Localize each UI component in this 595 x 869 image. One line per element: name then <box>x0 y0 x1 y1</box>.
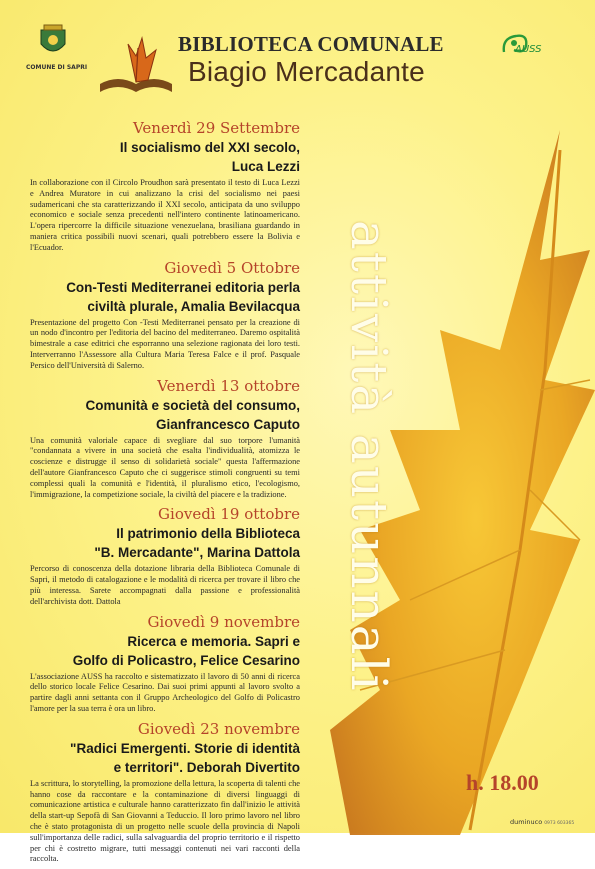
event-date: Giovedì 23 novembre <box>137 719 300 738</box>
event-title-line: e territori". Deborah Divertito <box>113 759 300 775</box>
municipal-crest-icon <box>38 24 68 58</box>
event-title-line: Luca Lezzi <box>231 159 300 174</box>
event-item <box>30 258 300 372</box>
event-title-line: Gianfrancesco Caputo <box>155 416 300 432</box>
partner-logo-text: AUSS <box>515 44 542 55</box>
event-description: Percorso di conoscenza della dotazione libraria della Biblioteca Comunale di Sapri, il metodo di catalogazione e le modalità di ricerca per trovare il libro che più interessa. Sarete accompagnati dalla passione e professionalità dell'archivista dott. Dattola <box>30 564 300 606</box>
event-item <box>30 504 300 607</box>
event-title-line: Comunità e società del consumo, <box>85 397 300 413</box>
event-date: Giovedì 9 novembre <box>147 612 300 631</box>
event-title-line: "Radici Emergenti. Storie di identità <box>70 740 300 756</box>
event-time: h. 18.00 <box>466 770 539 795</box>
library-title: BIBLIOTECA COMUNALE <box>178 32 444 56</box>
event-title-line: civiltà plurale, Amalia Bevilacqua <box>87 298 300 314</box>
event-item <box>30 719 300 865</box>
municipality-label: COMUNE DI SAPRI <box>26 64 88 71</box>
event-title-line: Golfo di Policastro, Felice Cesarino <box>72 652 300 668</box>
library-name: Biagio Mercadante <box>188 56 425 87</box>
event-item <box>30 376 300 501</box>
event-date: Venerdì 13 ottobre <box>157 376 300 395</box>
event-date: Giovedì 5 Ottobre <box>164 258 300 277</box>
event-description: L'associazione AUSS ha raccolto e sistematizzato il lavoro di 50 anni di ricerca dello storico locale Felice Cesarino. Dai suoi primi appunti al lavoro svolto a partire dagli anni settanta con il Gruppo Archeologico del Golfo di Policastro l'amore per la sua terra è ora un libro. <box>30 671 300 713</box>
event-item <box>30 612 300 715</box>
events-list <box>30 118 300 869</box>
event-title-line: "B. Mercadante", Marina Dattola <box>94 545 300 561</box>
event-date: Giovedì 19 ottobre <box>158 505 300 524</box>
header <box>0 0 595 112</box>
event-description: La scrittura, lo storytelling, la promozione della lettura, la scoperta di talenti che hanno cose da raccontare e la contaminazione di diversi linguaggi di comunicazione artistica e culturale hanno caratterizzato fin dall'inizio le attività della start-up Sepofà di San Giovanni a Teduccio. Il loro primo lavoro nel libro che è stato protagonista di un progetto nelle scuole della provincia di Napoli sull'importanza delle radici, sulla salvaguardia del proprio territorio e il rispetto per chi è costretto migrare, tutti messaggi contenuti nei vari racconti della raccolta. <box>30 778 300 864</box>
event-title-line: Ricerca e memoria. Sapri e <box>127 633 300 649</box>
event-description: Una comunità valoriale capace di svegliare dal suo torpore l'umanità "condannata a vivere in una società che esalta l'individualità, atomizza le coscienze e distrugge il senso di solidarietà sociale" questa l'affermazione dell'autore Gianfrancesco Caputo che ci suggerisce stimoli congruenti su temi complessi quali la comunità e l'identità, il pluralismo etico, l'ecologismo, l'immigrazione, la competizione sociale, la civiltà del piacere e la tradizione. <box>30 435 300 499</box>
book-leaf-logo <box>98 34 174 96</box>
event-item <box>30 118 300 254</box>
event-title-line: Il socialismo del XXI secolo, <box>119 140 300 155</box>
printer-name: duminuco <box>510 818 543 826</box>
vertical-title: attività autunnali <box>340 220 398 693</box>
event-title-line: Con-Testi Mediterranei editoria perla <box>66 279 300 295</box>
event-description: Presentazione del progetto Con -Testi Mediterranei pensato per la creazione di un nodo d'incontro per l'editoria del bacino del mediterraneo. Daremo ospitalità bimestrale a case editrici che esporranno una selezione ragionata dei loro testi. Interverranno l'Assessore alla Cultura Maria Teresa Falce e il prof. Pasquale Persico dell'Università di Salerno. <box>30 317 300 370</box>
event-date: Venerdì 29 Settembre <box>132 119 300 137</box>
printer-phone: 0973 603365 <box>544 821 575 826</box>
maple-leaf-image <box>290 130 595 835</box>
event-description: In collaborazione con il Circolo Proudhon sarà presentato il testo di Luca Lezzi e Andrea Muratore in cui analizzano la crisi del socialismo nei paesi sudamericani che sta caratterizzando il XXI secolo, anticipata da uno sviluppo economico e sociale senza precedenti nell'intero continente latinoamericano. L'opera ripercorre la difficile situazione venezuelana, brasiliana guardando in maniera critica possibili nuovi scenari, quali potrebbero essere la Bolivia e l'Ecuador. <box>30 178 300 252</box>
printer-credit <box>510 818 574 826</box>
event-title-line: Il patrimonio della Biblioteca <box>116 526 300 542</box>
